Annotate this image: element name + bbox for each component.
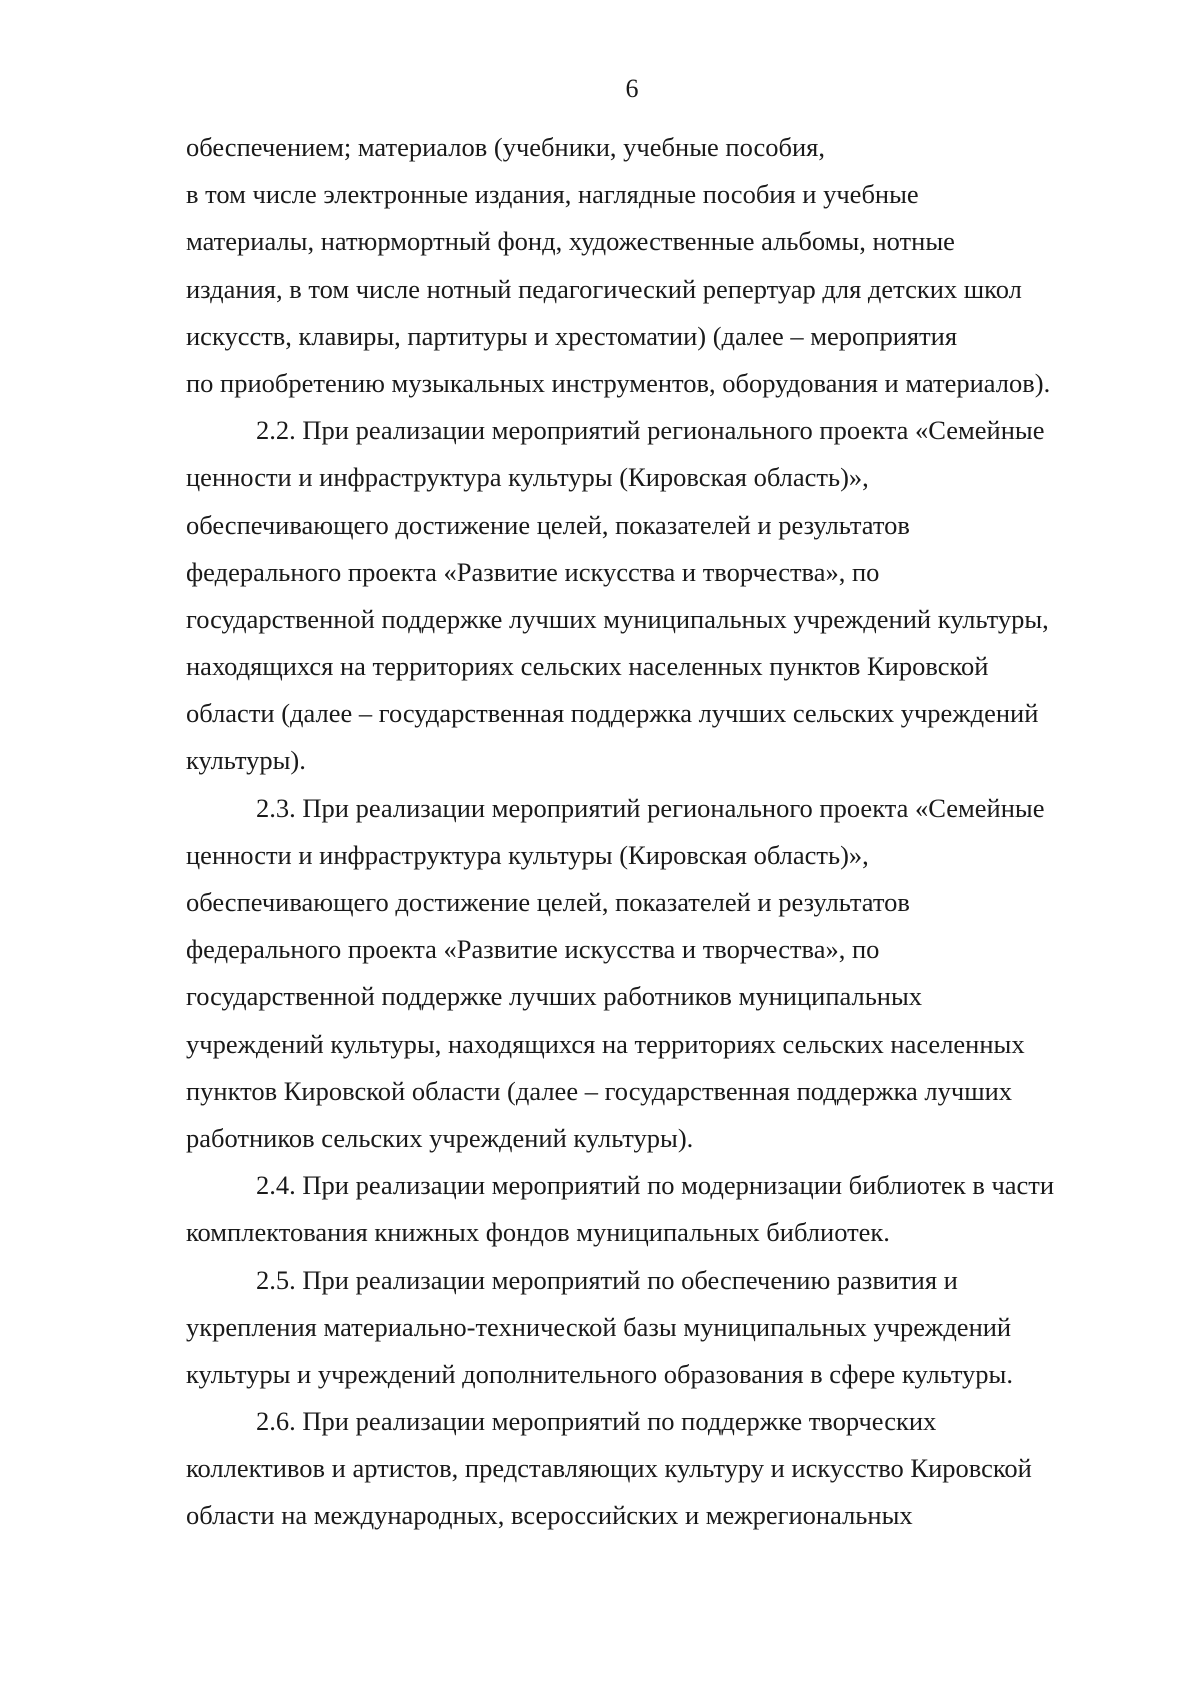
text-line: 2.5. При реализации мероприятий по обеспечению развития и [256,1264,958,1295]
text-line: укрепления материально-технической базы муниципальных учреждений [186,1311,1012,1342]
text-line: коллективов и артистов, представляющих культуру и искусство Кировской [186,1453,1032,1484]
text-line: обеспечивающего достижение целей, показателей и результатов [186,509,910,540]
text-line: 2.2. При реализации мероприятий регионального проекта «Семейные [256,415,1045,446]
text-line: по приобретению музыкальных инструментов, оборудования и материалов). [186,367,1051,398]
text-line: издания, в том числе нотный педагогический репертуар для детских школ [186,273,1022,304]
text-line: области на международных, всероссийских и межрегиональных [186,1500,913,1531]
text-line: культуры). [186,745,306,776]
text-line: ценности и инфраструктура культуры (Кировская область)», [186,839,869,870]
text-line: 2.6. При реализации мероприятий по поддержке творческих [256,1406,937,1437]
text-line: федерального проекта «Развитие искусства и творчества», по [186,556,880,587]
text-line: государственной поддержке лучших муниципальных учреждений культуры, [186,603,1049,634]
text-line: 2.4. При реализации мероприятий по модернизации библиотек в части [256,1170,1055,1201]
text-line: работников сельских учреждений культуры). [186,1122,694,1153]
page-number: 6 [625,74,639,103]
text-line: пунктов Кировской области (далее – государственная поддержка лучших [186,1075,1013,1106]
document-body [186,124,1086,1540]
paragraph-2-2 [186,407,1086,785]
text-line: федерального проекта «Развитие искусства и творчества», по [186,934,880,965]
text-line: обеспечивающего достижение целей, показателей и результатов [186,887,910,917]
paragraph-2-6 [186,1398,1086,1540]
text-line: культуры и учреждений дополнительного образования в сфере культуры. [186,1358,1013,1389]
text-line: комплектования книжных фондов муниципальных библиотек. [186,1217,890,1248]
paragraph-2-3 [186,785,1086,1163]
text-line: в том числе электронные издания, наглядные пособия и учебные [186,179,919,210]
text-line: учреждений культуры, находящихся на территориях сельских населенных [186,1028,1025,1059]
text-line: государственной поддержке лучших работников муниципальных [186,981,923,1012]
text-line: ценности и инфраструктура культуры (Кировская область)», [186,462,869,493]
text-line: области (далее – государственная поддержка лучших сельских учреждений [186,698,1039,729]
paragraph-2-4 [186,1162,1086,1256]
paragraph-2-5 [186,1257,1086,1399]
paragraph-continued [186,124,1086,407]
text-line: обеспечением; материалов (учебники, учебные пособия, [186,132,825,162]
text-line: материалы, натюрмортный фонд, художественные альбомы, нотные [186,226,955,257]
text-line: искусств, клавиры, партитуры и хрестоматии) (далее – мероприятия [186,320,958,351]
text-line: находящихся на территориях сельских населенных пунктов Кировской [186,651,989,682]
text-line: 2.3. При реализации мероприятий регионального проекта «Семейные [256,792,1045,823]
